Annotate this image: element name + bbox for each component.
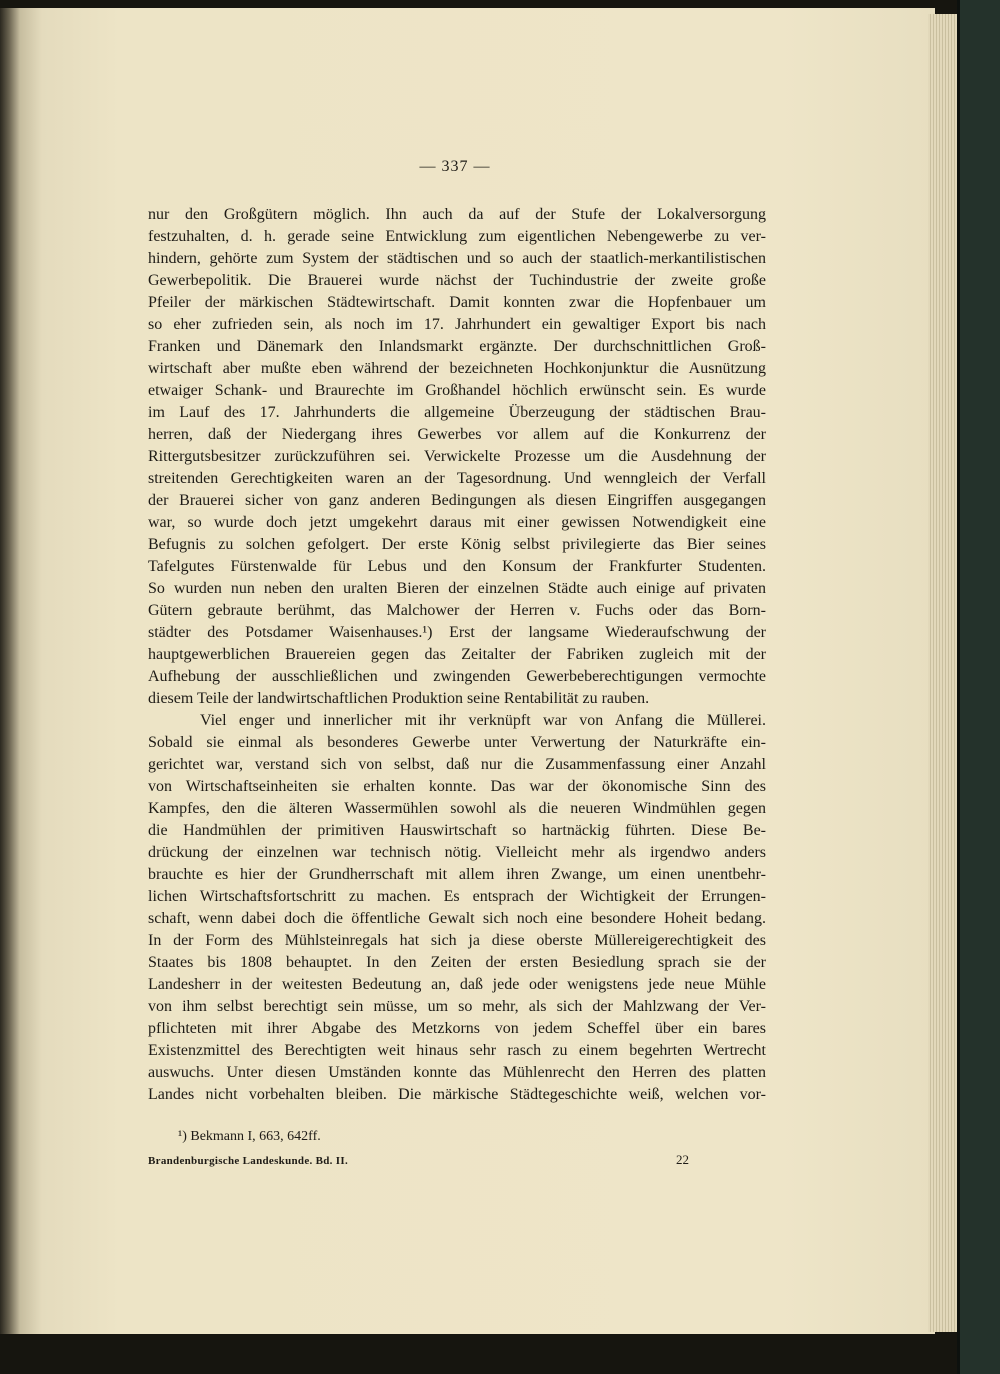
text-line: etwaiger Schank- und Braurechte im Großhandel höchlich erwünscht sein. Es wurde xyxy=(148,382,766,399)
text-line: brauchte es hier der Grundherrschaft mit allem ihren Zwange, um einen unentbehr- xyxy=(148,866,766,883)
text-line: herren, daß der Niedergang ihres Gewerbes vor allem auf die Konkurrenz der xyxy=(148,426,766,443)
page-edges xyxy=(928,14,958,1332)
book-cover-edge xyxy=(957,0,1000,1374)
text-line: pflichteten mit ihrer Abgabe des Metzkorns von jedem Scheffel über ein bares xyxy=(148,1020,766,1037)
paragraph xyxy=(148,710,766,1106)
body-text xyxy=(148,204,766,1106)
text-line: Rittergutsbesitzer zurückzuführen sei. Verwickelte Prozesse um die Ausdehnung der xyxy=(148,448,766,465)
text-line: Staates bis 1808 behauptet. In den Zeiten der ersten Besiedlung sprach sie der xyxy=(148,954,766,971)
text-line: So wurden nun neben den uralten Bieren der einzelnen Städte auch einige auf privaten xyxy=(148,580,766,597)
text-line: von Wirtschaftseinheiten sie erhalten konnte. Das war der ökonomische Sinn des xyxy=(148,778,766,795)
text-line: diesem Teile der landwirtschaftlichen Produktion seine Rentabilität zu rauben. xyxy=(148,690,650,707)
text-line: In der Form des Mühlsteinregals hat sich ja diese oberste Müllereigerechtigkeit des xyxy=(148,932,766,949)
text-line: Existenzmittel des Berechtigten weit hinaus sehr rasch zu einem begehrten Wertrecht xyxy=(148,1042,766,1059)
text-line: Franken und Dänemark den Inlandsmarkt ergänzte. Der durchschnittlichen Groß- xyxy=(148,338,766,355)
text-line: wirtschaft aber mußte eben während der bezeichneten Hochkonjunktur die Ausnützung xyxy=(148,360,766,377)
text-line: die Handmühlen der primitiven Hauswirtschaft so hartnäckig führten. Diese Be- xyxy=(148,822,766,839)
text-line: Gütern gebraute berühmt, das Malchower der Herren v. Fuchs oder das Born- xyxy=(148,602,766,619)
text-line: Aufhebung der ausschließlichen und zwingenden Gewerbeberechtigungen vermochte xyxy=(148,668,766,685)
text-line: Landes nicht vorbehalten bleiben. Die märkische Städtegeschichte weiß, welchen vor- xyxy=(148,1086,766,1103)
text-line: Kampfes, den die älteren Wassermühlen sowohl als die neueren Windmühlen gegen xyxy=(148,800,766,817)
text-line: auswuchs. Unter diesen Umständen konnte das Mühlenrecht den Herren des platten xyxy=(148,1064,766,1081)
text-line: streitenden Gerechtigkeiten waren an der Tagesordnung. Und wenngleich der Verfall xyxy=(148,470,766,487)
text-line: Landesherr in der weitesten Bedeutung an, daß jede oder wenigstens jede neue Mühle xyxy=(148,976,766,993)
text-line: schaft, wenn dabei doch die öffentliche Gewalt sich noch eine besondere Hoheit bedang. xyxy=(148,910,766,927)
text-line: Gewerbepolitik. Die Brauerei wurde nächst der Tuchindustrie der zweite große xyxy=(148,272,766,289)
text-line: der Brauerei sicher von ganz anderen Bedingungen als diesen Eingriffen ausgegangen xyxy=(148,492,766,509)
text-line: Tafelgutes Fürstenwalde für Lebus und den Konsum der Frankfurter Studenten. xyxy=(148,558,766,575)
text-line: von ihm selbst berechtigt sein müsse, um so mehr, als sich der Mahlzwang der Ver- xyxy=(148,998,766,1015)
text-line: so eher zufrieden sein, als noch im 17. Jahrhundert ein gewaltiger Export bis nach xyxy=(148,316,766,333)
text-line: Sobald sie einmal als besonderes Gewerbe unter Verwertung der Naturkräfte ein- xyxy=(148,734,766,751)
text-line: hindern, gehörte zum System der städtischen und so auch der staatlich-merkantilistischen xyxy=(148,250,766,267)
text-line: festzuhalten, d. h. gerade seine Entwicklung zum eigentlichen Nebengewerbe zu ver- xyxy=(148,228,766,245)
text-line: Befugnis zu solchen gefolgert. Der erste König selbst privilegierte das Bier seines xyxy=(148,536,766,553)
page-number: — 337 — xyxy=(419,158,491,175)
text-line: im Lauf des 17. Jahrhunderts die allgemeine Überzeugung der städtischen Brau- xyxy=(148,404,766,421)
text-line: nur den Großgütern möglich. Ihn auch da auf der Stufe der Lokalversorgung xyxy=(148,206,766,223)
text-line: Viel enger und innerlicher mit ihr verknüpft war von Anfang die Müllerei. xyxy=(200,712,766,729)
text-line: drückung der einzelnen war technisch nötig. Vielleicht mehr als irgendwo anders xyxy=(148,844,766,861)
text-line: hauptgewerblichen Brauereien gegen das Zeitalter der Fabriken zugleich mit der xyxy=(148,646,766,663)
text-line: gerichtet war, verstand sich von selbst, daß nur die Zusammenfassung einer Anzahl xyxy=(148,756,766,773)
printer-signature-sheet: 22 xyxy=(676,1152,689,1167)
text-line: Pfeiler der märkischen Städtewirtschaft. Damit konnten zwar die Hopfenbauer um xyxy=(148,294,766,311)
text-line: war, so wurde doch jetzt umgekehrt daraus mit einer gewissen Notwendigkeit eine xyxy=(148,514,766,531)
footnote: ¹) Bekmann I, 663, 642ff. xyxy=(178,1129,321,1144)
text-line: städter des Potsdamer Waisenhauses.¹) Erst der langsame Wiederaufschwung der xyxy=(148,624,766,641)
paragraph xyxy=(148,204,766,710)
printer-signature-title: Brandenburgische Landeskunde. Bd. II. xyxy=(148,1155,348,1167)
text-line: lichen Wirtschaftsfortschritt zu machen. Es entsprach der Wichtigkeit der Errungen- xyxy=(148,888,766,905)
